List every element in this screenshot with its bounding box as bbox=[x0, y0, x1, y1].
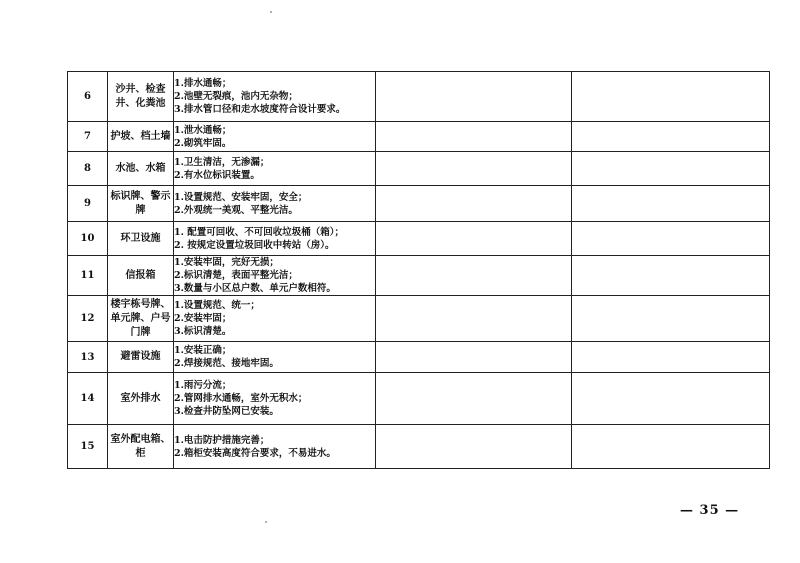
row-item: 避雷设施 bbox=[108, 342, 174, 373]
row-item: 标识牌、警示牌 bbox=[108, 186, 174, 222]
requirement-line: 1.设置规范、安装牢固，安全； bbox=[174, 191, 308, 203]
blank-cell-check bbox=[376, 256, 572, 296]
requirement-line: 3.排水管口径和走水坡度符合设计要求。 bbox=[174, 104, 346, 115]
requirement-line: 3.数量与小区总户数、单元户数相符。 bbox=[174, 283, 336, 294]
requirement-line: 1.排水通畅； bbox=[174, 78, 232, 89]
requirement-line: 2.焊接规范、接地牢固。 bbox=[174, 358, 279, 369]
requirement-line: 1.安装正确； bbox=[174, 345, 232, 356]
requirement-line: 2.砌筑牢固。 bbox=[174, 137, 232, 149]
row-number: 9 bbox=[68, 186, 108, 222]
table-row bbox=[68, 152, 770, 186]
row-number: 6 bbox=[68, 72, 108, 122]
table-row bbox=[68, 425, 770, 469]
row-item: 楼宇栋号牌、单元牌、户号门牌 bbox=[108, 296, 174, 342]
requirement-line: 2.管网排水通畅，室外无积水； bbox=[174, 393, 308, 404]
row-item: 沙井、检查井、化粪池 bbox=[108, 72, 174, 122]
row-requirements bbox=[174, 342, 376, 373]
row-item: 室外配电箱、柜 bbox=[108, 425, 174, 469]
row-number: 15 bbox=[68, 425, 108, 469]
row-item: 水池、水箱 bbox=[108, 152, 174, 186]
row-number: 10 bbox=[68, 222, 108, 256]
inspection-table bbox=[67, 71, 770, 469]
requirement-line: 2.池壁无裂痕，池内无杂物； bbox=[174, 91, 298, 102]
requirement-line: 2.标识清楚，表面平整光洁； bbox=[174, 270, 298, 281]
page-number: — 35 — bbox=[680, 503, 740, 518]
blank-cell-remark bbox=[572, 342, 770, 373]
requirement-line: 3.检查井防坠网已安装。 bbox=[174, 406, 279, 417]
blank-cell-check bbox=[376, 373, 572, 425]
blank-cell-check bbox=[376, 72, 572, 122]
table-row bbox=[68, 373, 770, 425]
blank-cell-remark bbox=[572, 122, 770, 152]
table-row bbox=[68, 342, 770, 373]
blank-cell-check bbox=[376, 122, 572, 152]
row-item: 环卫设施 bbox=[108, 222, 174, 256]
blank-cell-remark bbox=[572, 425, 770, 469]
table-row bbox=[68, 256, 770, 296]
requirement-line: 1.泄水通畅； bbox=[174, 124, 232, 136]
row-number: 8 bbox=[68, 152, 108, 186]
table-row bbox=[68, 222, 770, 256]
requirement-line: 2.外观统一美观、平整光洁。 bbox=[174, 204, 298, 216]
row-requirements bbox=[174, 256, 376, 296]
blank-cell-check bbox=[376, 186, 572, 222]
requirement-line: 1.雨污分流； bbox=[174, 380, 232, 391]
blank-cell-check bbox=[376, 152, 572, 186]
table-row bbox=[68, 186, 770, 222]
blank-cell-remark bbox=[572, 256, 770, 296]
scan-speck-bottom bbox=[265, 521, 267, 523]
blank-cell-check bbox=[376, 296, 572, 342]
blank-cell-remark bbox=[572, 186, 770, 222]
requirement-line: 1.电击防护措施完善； bbox=[174, 434, 270, 446]
row-number: 14 bbox=[68, 373, 108, 425]
blank-cell-remark bbox=[572, 373, 770, 425]
row-number: 7 bbox=[68, 122, 108, 152]
row-requirements bbox=[174, 152, 376, 186]
blank-cell-check bbox=[376, 342, 572, 373]
scan-speck-top bbox=[270, 11, 272, 13]
blank-cell-remark bbox=[572, 296, 770, 342]
row-requirements bbox=[174, 296, 376, 342]
requirement-line: 2.安装牢固； bbox=[174, 313, 232, 324]
table-row bbox=[68, 72, 770, 122]
row-requirements bbox=[174, 373, 376, 425]
table-row bbox=[68, 296, 770, 342]
requirement-line: 3.标识清楚。 bbox=[174, 326, 232, 337]
blank-cell-check bbox=[376, 425, 572, 469]
requirement-line: 2.箱柜安装高度符合要求，不易进水。 bbox=[174, 447, 336, 459]
row-item: 室外排水 bbox=[108, 373, 174, 425]
blank-cell-remark bbox=[572, 152, 770, 186]
row-item: 护坡、档土墙 bbox=[108, 122, 174, 152]
row-number: 13 bbox=[68, 342, 108, 373]
blank-cell-check bbox=[376, 222, 572, 256]
requirement-line: 2. 按规定设置垃圾回收中转站（房）。 bbox=[174, 239, 335, 251]
row-requirements bbox=[174, 122, 376, 152]
requirement-line: 1.安装牢固，完好无损； bbox=[174, 257, 279, 268]
row-requirements bbox=[174, 72, 376, 122]
requirement-line: 2.有水位标识装置。 bbox=[174, 169, 260, 181]
requirement-line: 1.设置规范、统一； bbox=[174, 300, 260, 311]
row-requirements bbox=[174, 222, 376, 256]
blank-cell-remark bbox=[572, 222, 770, 256]
table-row bbox=[68, 122, 770, 152]
requirement-line: 1. 配置可回收、不可回收垃圾桶（箱）； bbox=[174, 226, 344, 238]
blank-cell-remark bbox=[572, 72, 770, 122]
row-number: 11 bbox=[68, 256, 108, 296]
requirement-line: 1.卫生清洁，无渗漏； bbox=[174, 156, 270, 168]
row-number: 12 bbox=[68, 296, 108, 342]
row-requirements bbox=[174, 186, 376, 222]
row-requirements bbox=[174, 425, 376, 469]
row-item: 信报箱 bbox=[108, 256, 174, 296]
